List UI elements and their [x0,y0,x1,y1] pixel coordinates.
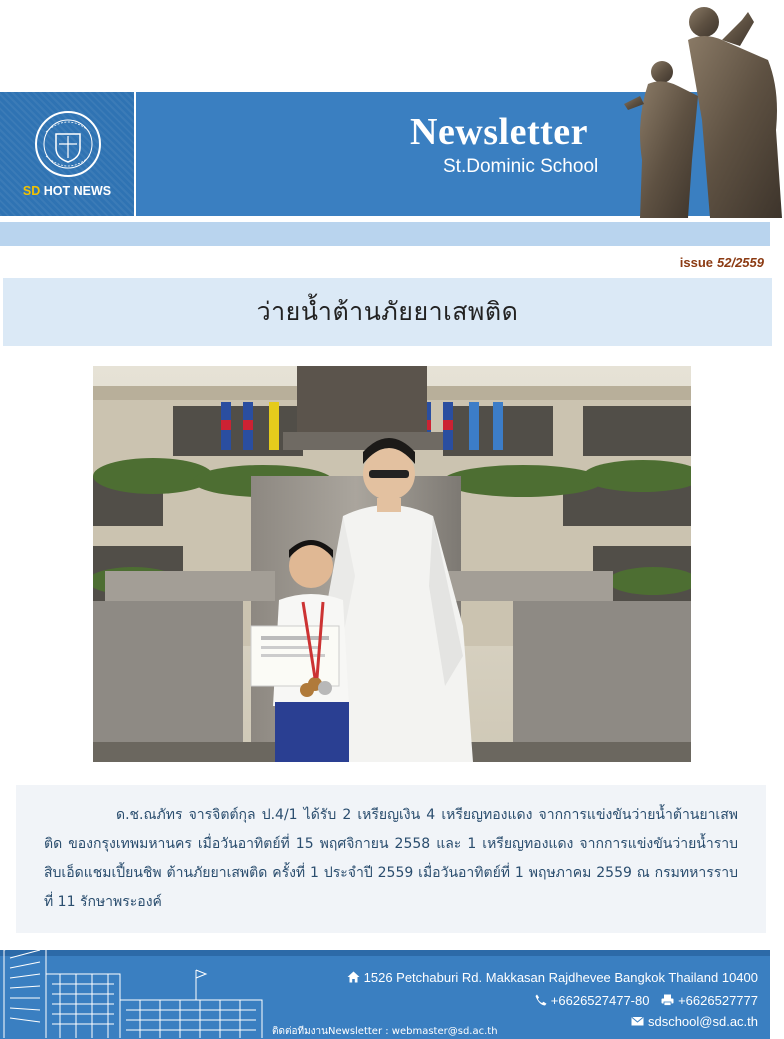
article-title-box [3,278,772,346]
footer-phone: +6626527477-80 +6626527777 [534,993,758,1008]
footer-email: sdschool@sd.ac.th [631,1014,758,1029]
logo-panel [0,92,136,216]
article-title: ว่ายน้ำต้านภัยยาเสพติด [256,297,519,326]
issue-number: issue 52/2559 [679,255,764,270]
school-building-illustration [0,934,280,1038]
article-body: ด.ช.ณภัทร จารจิตต์กุล ป.4/1 ได้รับ 2 เหรียญเงิน 4 เหรียญทองแดง จากการแข่งขันว่ายน้ำต้านยาเสพติด ของกรุงเทพมหานคร เมื่อวันอาทิตย์ที่ 15 พฤศจิกายน 2558 และ 1 เหรียญทองแดง จากการแข่งขันว่ายน้ำราบสิบเอ็ดแชมเปี้ยนชิพ ต้านภัยยาเสพติด ครั้งที่ 1 ประจำปี 2559 เมื่อวันอาทิตย์ที่ 1 พฤษภาคม 2559 ณ กรมทหารราบที่ 11 รักษาพระองค์ [44,807,738,910]
phone-icon [534,994,547,1006]
mail-icon [631,1015,644,1027]
footer-contact: ติดต่อทีมงานNewsletter : webmaster@sd.ac.th [272,1026,498,1037]
article-photo [93,366,691,762]
school-name: St.Dominic School [443,156,599,177]
statue-illustration [618,0,784,218]
fax-icon [661,994,674,1006]
article-body-box [16,785,766,933]
header-strip [0,222,770,246]
newsletter-title: Newsletter [410,111,589,153]
footer [0,950,770,1039]
school-seal-logo [34,110,102,178]
footer-address: 1526 Petchaburi Rd. Makkasan Rajdhevee Bangkok Thailand 10400 [347,970,758,985]
home-icon [347,971,360,983]
hot-news-badge: SD HOT NEWS [22,184,112,198]
